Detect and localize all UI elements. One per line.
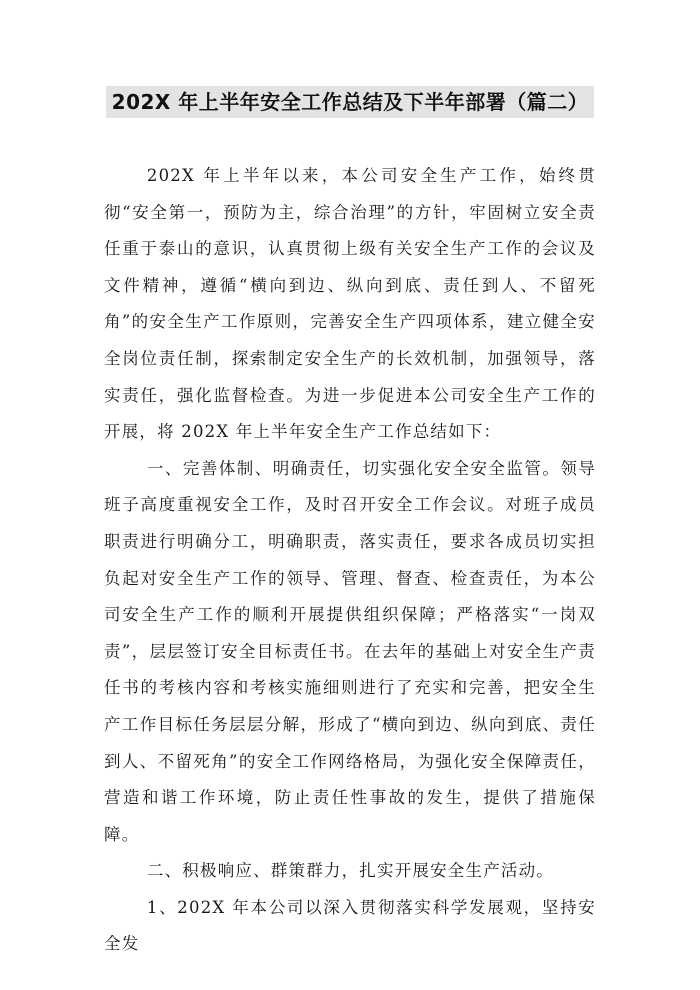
document-body	[104, 158, 596, 963]
paragraph-section-one: 一、完善体制、明确责任，切实强化安全安全监管。领导班子高度重视安全工作，及时召开安全工作会议。对班子成员职责进行明确分工，明确职责，落实责任，要求各成员切实担负起对安全生产工作的领导、管理、督查、检查责任，为本公司安全生产工作的顺利开展提供组织保障；严格落实“一岗双责”，层层签订安全目标责任书。在去年的基础上对安全生产责任书的考核内容和考核实施细则进行了充实和完善，把安全生产工作目标任务层层分解，形成了“横向到边、纵向到底、责任到人、不留死角”的安全工作网络格局，为强化安全保障责任，营造和谐工作环境，防止责任性事故的发生，提供了措施保障。	[104, 458, 596, 844]
paragraph-section-two-heading: 二、积极响应、群策群力，扎实开展安全生产活动。	[146, 861, 554, 881]
paragraph-item-one: 1、202X 年本公司以深入贯彻落实科学发展观，坚持安全发	[104, 897, 596, 954]
title-container	[0, 86, 700, 118]
document-title: 202X 年上半年安全工作总结及下半年部署（篇二）	[106, 86, 595, 118]
paragraph-intro: 202X 年上半年以来，本公司安全生产工作，始终贯彻“安全第一，预防为主，综合治理”的方针，牢固树立安全责任重于泰山的意识，认真贯彻上级有关安全生产工作的会议及文件精神，遵循“横向到边、纵向到底、责任到人、不留死角”的安全生产工作原则，完善安全生产四项体系，建立健全安全岗位责任制，探索制定安全生产的长效机制，加强领导，落实责任，强化监督检查。为进一步促进本公司安全生产工作的开展，将 202X 年上半年安全生产工作总结如下：	[104, 166, 596, 442]
